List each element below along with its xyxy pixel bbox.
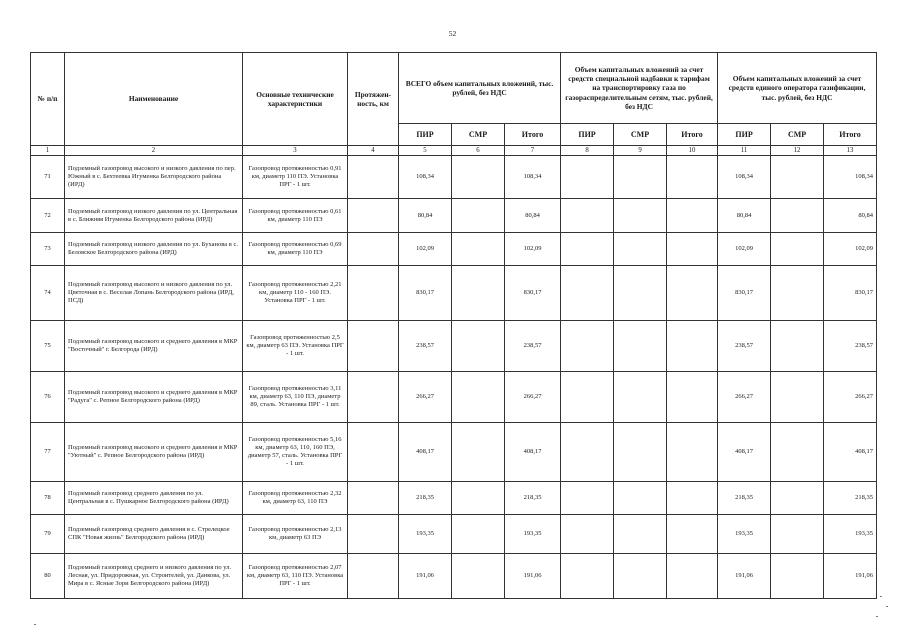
row-surcharge-itogo (667, 156, 718, 199)
scan-speck (876, 616, 878, 617)
row-number: 79 (31, 515, 65, 554)
row-specs: Газопровод протяженностью 0,61 км, диаметр 110 ПЭ (243, 199, 348, 233)
row-operator-pir: 193,35 (718, 515, 771, 554)
row-total-pir: 238,57 (399, 321, 452, 372)
column-number: 4 (348, 146, 399, 156)
row-operator-smr (771, 372, 824, 423)
header-operator-smr: СМР (771, 124, 824, 146)
header-total-itogo: Итого (505, 124, 561, 146)
row-length (348, 233, 399, 266)
row-length (348, 156, 399, 199)
row-total-smr (452, 199, 505, 233)
row-operator-itogo: 408,17 (824, 423, 877, 482)
column-number: 9 (614, 146, 667, 156)
row-operator-pir: 108,34 (718, 156, 771, 199)
row-surcharge-pir (561, 321, 614, 372)
table-row (31, 199, 877, 233)
row-operator-pir: 266,27 (718, 372, 771, 423)
row-name: Подземный газопровод высокого и среднего давления в МКР "Восточный" г. Белгорода (ИРД) (65, 321, 243, 372)
row-surcharge-pir (561, 515, 614, 554)
row-surcharge-itogo (667, 423, 718, 482)
row-surcharge-pir (561, 372, 614, 423)
row-surcharge-pir (561, 156, 614, 199)
row-operator-itogo: 238,57 (824, 321, 877, 372)
row-operator-pir: 238,57 (718, 321, 771, 372)
row-surcharge-pir (561, 266, 614, 321)
column-number: 10 (667, 146, 718, 156)
row-operator-pir: 80,84 (718, 199, 771, 233)
row-specs: Газопровод протяженностью 3,11 км, диаметр 63, 110 ПЭ, диаметр 89, сталь. Установка ПРГ - 1 шт. (243, 372, 348, 423)
column-number: 1 (31, 146, 65, 156)
row-number: 72 (31, 199, 65, 233)
row-name: Подземный газопровод высокого и низкого давления по пер. Южный в с. Бехтеевка Игуменка Белгородского района (ИРД) (65, 156, 243, 199)
row-total-smr (452, 423, 505, 482)
row-name: Подземный газопровод низкого давления по ул. Центральная в с. Ближняя Игуменка Белгородского района (ИРД) (65, 199, 243, 233)
row-operator-smr (771, 482, 824, 515)
row-total-pir: 266,27 (399, 372, 452, 423)
header-length: Протяжен-ность, км (348, 53, 399, 146)
row-total-smr (452, 372, 505, 423)
row-number: 71 (31, 156, 65, 199)
row-total-itogo: 266,27 (505, 372, 561, 423)
header-group-surcharge: Объем капитальных вложений за счет средств специальной надбавки к тарифам на транспортировку газа по газораспределительным сетям, тыс. рублей, без НДС (561, 53, 718, 124)
row-surcharge-smr (614, 321, 667, 372)
row-operator-smr (771, 321, 824, 372)
row-number: 75 (31, 321, 65, 372)
scan-speck (34, 624, 36, 625)
row-number: 74 (31, 266, 65, 321)
column-number: 7 (505, 146, 561, 156)
row-specs: Газопровод протяженностью 2,13 км, диаметр 63 ПЭ (243, 515, 348, 554)
row-total-smr (452, 156, 505, 199)
row-total-itogo: 408,17 (505, 423, 561, 482)
row-operator-itogo: 266,27 (824, 372, 877, 423)
column-number: 5 (399, 146, 452, 156)
row-specs: Газопровод протяженностью 0,69 км, диаметр 110 ПЭ (243, 233, 348, 266)
header-surcharge-itogo: Итого (667, 124, 718, 146)
row-total-pir: 408,17 (399, 423, 452, 482)
header-operator-itogo: Итого (824, 124, 877, 146)
row-surcharge-itogo (667, 554, 718, 599)
row-total-smr (452, 515, 505, 554)
column-number: 6 (452, 146, 505, 156)
row-number: 77 (31, 423, 65, 482)
row-specs: Газопровод протяженностью 2,32 км, диаметр 63, 110 ПЭ (243, 482, 348, 515)
row-total-smr (452, 266, 505, 321)
row-specs: Газопровод протяженностью 0,91 км, диаметр 110 ПЭ. Установка ПРГ - 1 шт. (243, 156, 348, 199)
header-surcharge-pir: ПИР (561, 124, 614, 146)
row-length (348, 266, 399, 321)
row-surcharge-smr (614, 554, 667, 599)
column-number: 3 (243, 146, 348, 156)
page-number: 52 (448, 29, 457, 38)
row-total-smr (452, 233, 505, 266)
row-length (348, 321, 399, 372)
column-number: 2 (65, 146, 243, 156)
table-row (31, 372, 877, 423)
table-row (31, 266, 877, 321)
row-length (348, 199, 399, 233)
row-specs: Газопровод протяженностью 2,07 км, диаметр 63, 110 ПЭ. Установка ПРГ - 1 шт. (243, 554, 348, 599)
row-surcharge-itogo (667, 266, 718, 321)
row-surcharge-pir (561, 554, 614, 599)
row-total-pir: 218,35 (399, 482, 452, 515)
row-operator-smr (771, 515, 824, 554)
header-total-pir: ПИР (399, 124, 452, 146)
row-length (348, 372, 399, 423)
row-operator-smr (771, 199, 824, 233)
scan-speck (886, 606, 888, 607)
row-operator-itogo: 830,17 (824, 266, 877, 321)
table-row (31, 233, 877, 266)
row-surcharge-itogo (667, 482, 718, 515)
row-number: 76 (31, 372, 65, 423)
row-total-itogo: 191,06 (505, 554, 561, 599)
row-total-itogo: 218,35 (505, 482, 561, 515)
table-row (31, 156, 877, 199)
row-surcharge-pir (561, 199, 614, 233)
row-name: Подземный газопровод среднего и низкого давления по ул. Лесная, ул. Придорожная, ул. Строителей, ул. Данкова, ул. Мира в с. Ясные Зори Белгородского района (ИРД) (65, 554, 243, 599)
row-surcharge-pir (561, 482, 614, 515)
row-operator-itogo: 80,84 (824, 199, 877, 233)
row-total-itogo: 193,35 (505, 515, 561, 554)
row-total-pir: 80,84 (399, 199, 452, 233)
row-operator-pir: 191,06 (718, 554, 771, 599)
row-surcharge-pir (561, 233, 614, 266)
row-operator-itogo: 218,35 (824, 482, 877, 515)
row-total-itogo: 102,09 (505, 233, 561, 266)
row-length (348, 423, 399, 482)
row-total-itogo: 108,34 (505, 156, 561, 199)
row-operator-pir: 830,17 (718, 266, 771, 321)
row-total-smr (452, 321, 505, 372)
row-operator-itogo: 191,06 (824, 554, 877, 599)
row-surcharge-smr (614, 423, 667, 482)
row-surcharge-smr (614, 482, 667, 515)
header-operator-pir: ПИР (718, 124, 771, 146)
row-specs: Газопровод протяженностью 2,21 км, диаметр 110 - 160 ПЭ. Установка ПРГ - 1 шт. (243, 266, 348, 321)
table-row (31, 423, 877, 482)
table-row (31, 515, 877, 554)
row-total-smr (452, 482, 505, 515)
row-surcharge-smr (614, 515, 667, 554)
row-operator-pir: 218,35 (718, 482, 771, 515)
row-operator-smr (771, 156, 824, 199)
row-operator-itogo: 102,09 (824, 233, 877, 266)
header-number: № п/п (31, 53, 65, 146)
row-operator-smr (771, 423, 824, 482)
table-row (31, 482, 877, 515)
scan-speck (880, 596, 882, 597)
row-surcharge-smr (614, 199, 667, 233)
row-number: 78 (31, 482, 65, 515)
row-surcharge-smr (614, 266, 667, 321)
row-surcharge-smr (614, 372, 667, 423)
row-number: 73 (31, 233, 65, 266)
column-number: 8 (561, 146, 614, 156)
row-total-itogo: 80,84 (505, 199, 561, 233)
row-name: Подземный газопровод высокого и среднего давления в МКР "Уютный" с. Репное Белгородского района (ИРД) (65, 423, 243, 482)
row-operator-smr (771, 554, 824, 599)
header-group-operator: Объем капитальных вложений за счет средств единого оператора газификации, тыс. рублей, без НДС (718, 53, 877, 124)
column-number: 11 (718, 146, 771, 156)
row-surcharge-itogo (667, 372, 718, 423)
row-total-pir: 102,09 (399, 233, 452, 266)
row-name: Подземный газопровод высокого и низкого давления по ул. Цветочная в с. Веселая Лопань Белгородского района (ИРД, ПСД) (65, 266, 243, 321)
row-surcharge-smr (614, 156, 667, 199)
header-group-total: ВСЕГО объем капитальных вложений, тыс. рублей, без НДС (399, 53, 561, 124)
column-number: 13 (824, 146, 877, 156)
header-specs: Основные технические характеристики (243, 53, 348, 146)
row-name: Подземный газопровод среднего давления в с. Стрелецкое СПК "Новая жизнь" Белгородского района (ИРД) (65, 515, 243, 554)
row-surcharge-smr (614, 233, 667, 266)
row-operator-pir: 408,17 (718, 423, 771, 482)
header-total-smr: СМР (452, 124, 505, 146)
row-total-pir: 830,17 (399, 266, 452, 321)
row-length (348, 515, 399, 554)
row-specs: Газопровод протяженностью 5,16 км, диаметр 63, 110, 160 ПЭ, диаметр 57, сталь. Установка ПРГ - 1 шт. (243, 423, 348, 482)
row-total-itogo: 830,17 (505, 266, 561, 321)
capital-investment-table (30, 52, 877, 599)
row-surcharge-pir (561, 423, 614, 482)
row-operator-smr (771, 266, 824, 321)
row-number: 80 (31, 554, 65, 599)
row-operator-itogo: 193,35 (824, 515, 877, 554)
table-row (31, 321, 877, 372)
row-total-pir: 191,06 (399, 554, 452, 599)
row-name: Подземный газопровод среднего давления по ул. Центральная в с. Пушкарное Белгородского района (ИРД) (65, 482, 243, 515)
header-name: Наименование (65, 53, 243, 146)
row-total-smr (452, 554, 505, 599)
row-operator-smr (771, 233, 824, 266)
row-length (348, 482, 399, 515)
row-total-pir: 108,34 (399, 156, 452, 199)
header-surcharge-smr: СМР (614, 124, 667, 146)
row-name: Подземный газопровод высокого и среднего давления в МКР "Радуга" с. Репное Белгородского района (ИРД) (65, 372, 243, 423)
row-surcharge-itogo (667, 321, 718, 372)
row-surcharge-itogo (667, 199, 718, 233)
row-surcharge-itogo (667, 233, 718, 266)
row-total-itogo: 238,57 (505, 321, 561, 372)
row-name: Подземный газопровод низкого давления по ул. Буханова в с. Беловское Белгородского района (ИРД) (65, 233, 243, 266)
row-total-pir: 193,35 (399, 515, 452, 554)
column-number-row (31, 146, 877, 156)
table-row (31, 554, 877, 599)
header-row-main (31, 53, 877, 124)
row-operator-itogo: 108,34 (824, 156, 877, 199)
row-specs: Газопровод протяженностью 2,5 км, диаметр 63 ПЭ. Установка ПРГ - 1 шт. (243, 321, 348, 372)
row-length (348, 554, 399, 599)
row-operator-pir: 102,09 (718, 233, 771, 266)
row-surcharge-itogo (667, 515, 718, 554)
column-number: 12 (771, 146, 824, 156)
